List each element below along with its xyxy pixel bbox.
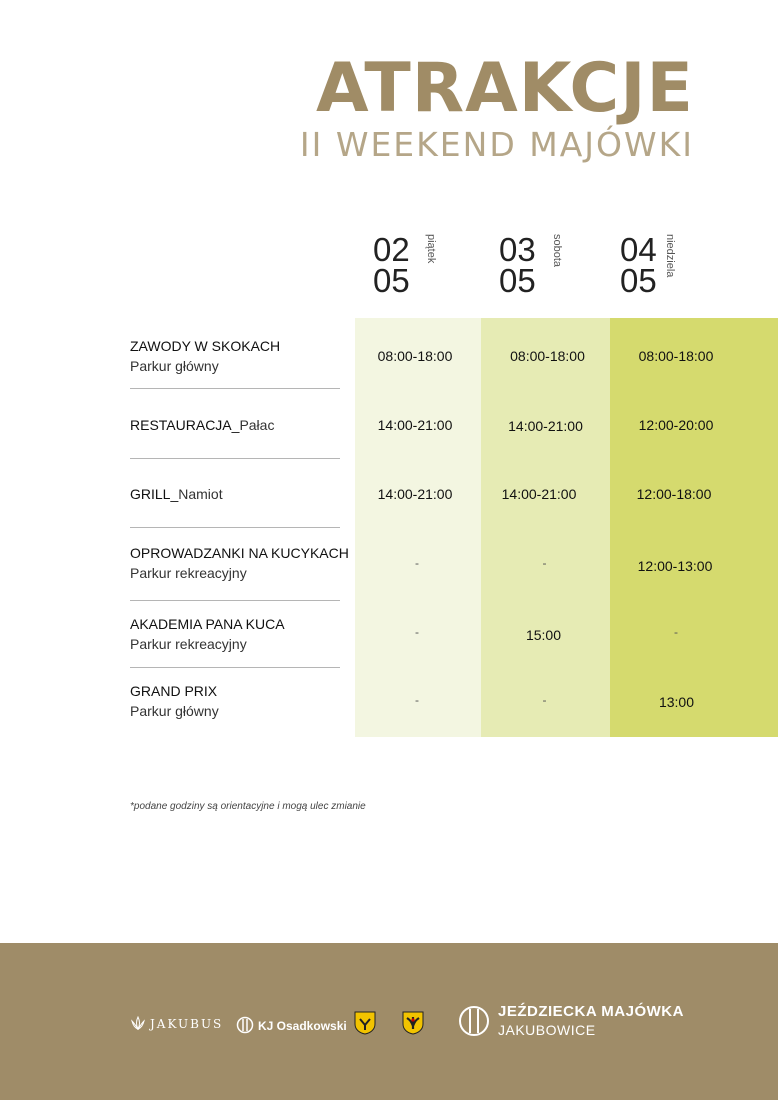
time-cell: - [542, 556, 547, 570]
time-cell: 12:00-13:00 [637, 558, 713, 574]
time-cell: 08:00-18:00 [638, 348, 714, 364]
time-cell: - [542, 693, 547, 707]
time-cell: 14:00-21:00 [377, 417, 453, 433]
row-divider [130, 527, 340, 528]
day-header-3 [620, 231, 676, 299]
day-header-2 [499, 231, 563, 299]
time-cell: - [415, 556, 419, 570]
brand-subtitle: JAKUBOWICE [498, 1022, 596, 1038]
time-cell: 14:00-21:00 [377, 486, 453, 502]
horseshoe-icon [236, 1016, 254, 1034]
activity-row-1 [130, 336, 280, 376]
region-crest-icon [402, 1011, 424, 1035]
brand-title: JEŹDZIECKA MAJÓWKA [498, 1003, 684, 1020]
activity-location: Parkur główny [130, 703, 219, 719]
activity-row-4 [130, 543, 349, 583]
lotus-icon [130, 1016, 146, 1030]
day-number: 04 [620, 231, 657, 268]
row-divider [130, 388, 340, 389]
time-cell: - [415, 625, 419, 639]
day-number: 03 [499, 231, 536, 268]
activity-location: Parkur rekreacyjny [130, 565, 247, 581]
activity-location: Namiot [178, 486, 223, 502]
time-cell: 12:00-20:00 [638, 417, 714, 433]
row-divider [130, 667, 340, 668]
jakubus-logo [130, 1016, 223, 1031]
activity-name: ZAWODY W SKOKACH [130, 338, 281, 354]
activity-name: GRAND PRIX [130, 683, 218, 699]
column-friday [355, 318, 481, 737]
page-title: ATRAKCJE [315, 49, 694, 128]
day-month: 05 [620, 262, 657, 299]
activity-location: Parkur rekreacyjny [130, 636, 247, 652]
time-cell: - [415, 693, 419, 707]
day-name: piątek [425, 234, 437, 264]
day-month: 05 [373, 262, 410, 299]
osadkowski-logo [236, 1016, 347, 1034]
page-header [300, 50, 694, 162]
day-name: niedziela [664, 234, 676, 278]
row-divider [130, 600, 340, 601]
sponsor-name: JAKUBUS [150, 1017, 224, 1031]
activity-row-3 [130, 484, 223, 504]
activity-name: RESTAURACJA_ [130, 417, 240, 433]
day-month: 05 [499, 262, 536, 299]
event-brand-logo [458, 1003, 684, 1038]
disclaimer-note: *podane godziny są orientacyjne i mogą ulec zmianie [130, 801, 366, 812]
day-number: 02 [373, 231, 410, 268]
event-logo-icon [458, 1003, 490, 1039]
activity-location: Pałac [239, 417, 275, 433]
activity-location: Parkur główny [130, 358, 219, 374]
time-cell: 08:00-18:00 [377, 348, 453, 364]
activity-name: GRILL_ [130, 486, 179, 502]
footer [0, 943, 778, 1100]
row-divider [130, 458, 340, 459]
time-cell: 14:00-21:00 [508, 418, 583, 434]
activity-row-2 [130, 415, 274, 435]
day-header-1 [373, 231, 437, 299]
municipality-crest-icon [354, 1011, 376, 1035]
activity-name: AKADEMIA PANA KUCA [130, 616, 285, 632]
time-cell: 14:00-21:00 [501, 486, 577, 502]
column-saturday [481, 318, 610, 737]
activity-row-5 [130, 614, 285, 654]
time-cell: 12:00-18:00 [636, 486, 712, 502]
activity-name: OPROWADZANKI NA KUCYKACH [130, 545, 349, 561]
day-name: sobota [551, 234, 563, 268]
time-cell: 13:00 [658, 694, 695, 710]
time-cell: - [674, 625, 678, 639]
activity-row-6 [130, 681, 219, 721]
sponsor-name: KJ Osadkowski [258, 1019, 347, 1033]
time-cell: 15:00 [525, 627, 562, 643]
time-cell: 08:00-18:00 [510, 348, 585, 364]
column-sunday [610, 318, 778, 737]
page-subtitle: II WEEKEND MAJÓWKI [299, 125, 694, 164]
